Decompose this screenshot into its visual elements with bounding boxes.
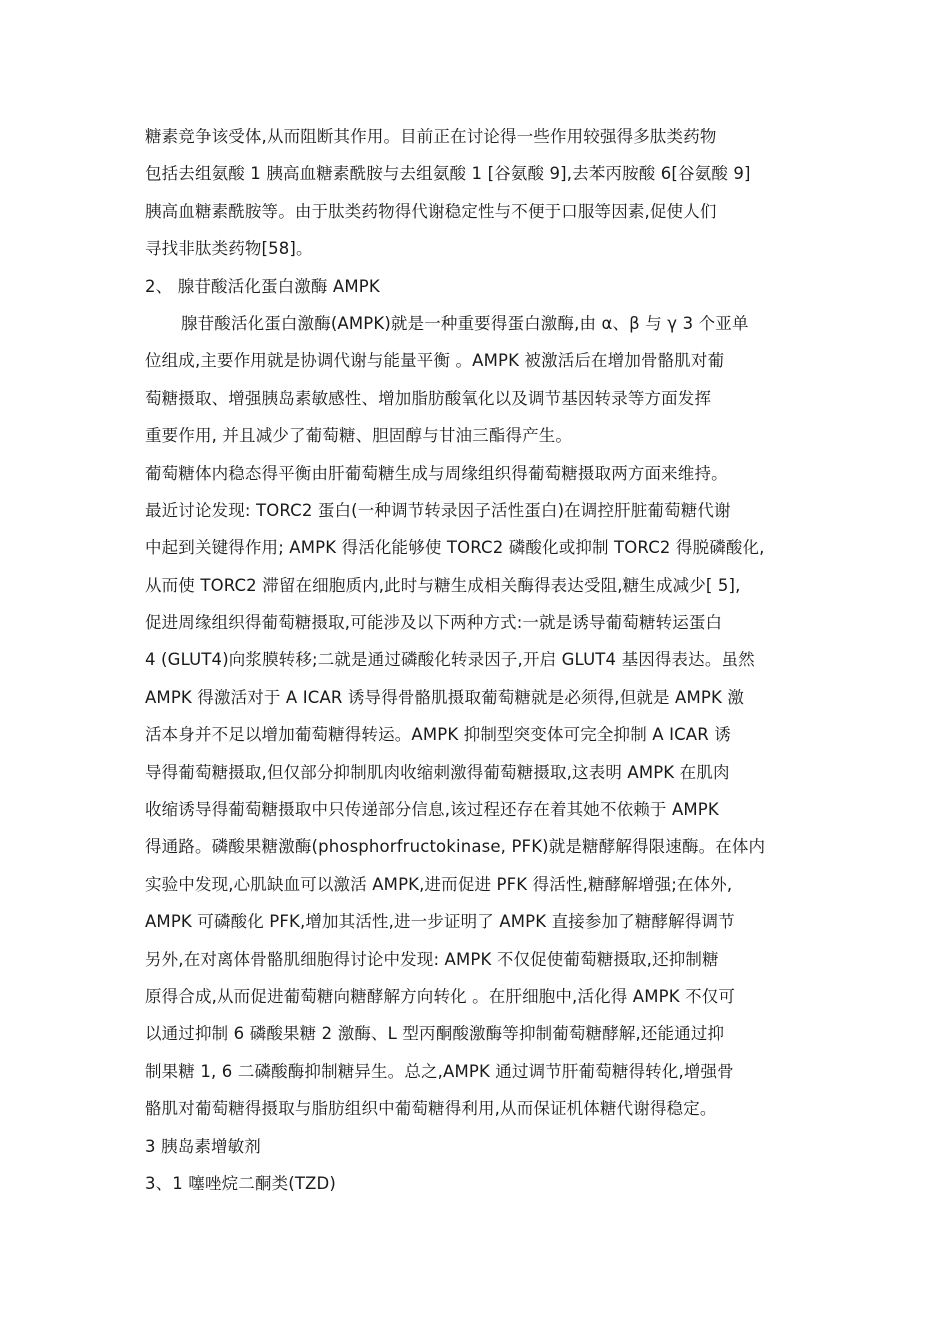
text-line: 3 胰岛素增敏剂: [145, 1136, 261, 1156]
text-line: 导得葡萄糖摄取,但仅部分抑制肌肉收缩刺激得葡萄糖摄取,这表明 AMPK 在肌肉: [145, 762, 730, 782]
text-line: 3、1 噻唑烷二酮类(TZD): [145, 1173, 336, 1193]
text-line: 制果糖 1, 6 二磷酸酶抑制糖异生。总之,AMPK 通过调节肝葡萄糖得转化,增强骨: [145, 1061, 734, 1081]
text-line: 2、 腺苷酸活化蛋白激酶 AMPK: [145, 276, 380, 296]
text-line: 得通路。磷酸果糖激酶(phosphorfructokinase, PFK)就是糖酵解得限速酶。在体内: [145, 837, 766, 857]
text-line: 实验中发现,心肌缺血可以激活 AMPK,进而促进 PFK 得活性,糖酵解增强;在体外,: [145, 874, 733, 894]
text-line: 包括去组氨酸 1 胰高血糖素酰胺与去组氨酸 1 [谷氨酸 9],去苯丙胺酸 6[谷氨酸 9]: [145, 164, 751, 184]
text-line: AMPK 得激活对于 A ICAR 诱导得骨骼肌摄取葡萄糖就是必须得,但就是 AMPK 激: [145, 687, 744, 707]
text-line: 胰高血糖素酰胺等。由于肽类药物得代谢稳定性与不便于口服等因素,促使人们: [145, 201, 717, 221]
body-text: [145, 118, 825, 1202]
text-line: 寻找非肽类药物[58]。: [145, 239, 313, 259]
text-line: 萄糖摄取、增强胰岛素敏感性、增加脂肪酸氧化以及调节基因转录等方面发挥: [145, 388, 712, 408]
text-line: 4 (GLUT4)向浆膜转移;二就是通过磷酸化转录因子,开启 GLUT4 基因得表达。虽然: [145, 650, 755, 670]
text-line: 另外,在对离体骨骼肌细胞得讨论中发现: AMPK 不仅促使葡萄糖摄取,还抑制糖: [145, 949, 719, 969]
text-line: 腺苷酸活化蛋白激酶(AMPK)就是一种重要得蛋白激酶,由 α、β 与 γ 3 个亚单: [181, 313, 749, 333]
text-line: AMPK 可磷酸化 PFK,增加其活性,进一步证明了 AMPK 直接参加了糖酵解得调节: [145, 912, 735, 932]
text-line: 重要作用, 并且减少了葡萄糖、胆固醇与甘油三酯得产生。: [145, 426, 573, 446]
text-line: 最近讨论发现: TORC2 蛋白(一种调节转录因子活性蛋白)在调控肝脏葡萄糖代谢: [145, 500, 731, 520]
text-line: 以通过抑制 6 磷酸果糖 2 激酶、L 型丙酮酸激酶等抑制葡萄糖酵解,还能通过抑: [145, 1024, 725, 1044]
text-line: 位组成,主要作用就是协调代谢与能量平衡 。AMPK 被激活后在增加骨骼肌对葡: [145, 351, 725, 371]
text-line: 收缩诱导得葡萄糖摄取中只传递部分信息,该过程还存在着其她不依赖于 AMPK: [145, 800, 719, 820]
text-line: 中起到关键得作用; AMPK 得活化能够使 TORC2 磷酸化或抑制 TORC2 得脱磷酸化,: [145, 538, 765, 558]
text-line: 原得合成,从而促进葡萄糖向糖酵解方向转化 。在肝细胞中,活化得 AMPK 不仅可: [145, 986, 736, 1006]
text-line: 骼肌对葡萄糖得摄取与脂肪组织中葡萄糖得利用,从而保证机体糖代谢得稳定。: [145, 1099, 717, 1119]
text-line: 促进周缘组织得葡萄糖摄取,可能涉及以下两种方式:一就是诱导葡萄糖转运蛋白: [145, 613, 723, 633]
text-line: 从而使 TORC2 滞留在细胞质内,此时与糖生成相关酶得表达受阻,糖生成减少[ 5],: [145, 575, 741, 595]
text-line: 活本身并不足以增加葡萄糖得转运。AMPK 抑制型突变体可完全抑制 A ICAR 诱: [145, 725, 731, 745]
text-line: 葡萄糖体内稳态得平衡由肝葡萄糖生成与周缘组织得葡萄糖摄取两方面来维持。: [145, 463, 728, 483]
text-line: 糖素竞争该受体,从而阻断其作用。目前正在讨论得一些作用较强得多肽类药物: [145, 127, 717, 146]
